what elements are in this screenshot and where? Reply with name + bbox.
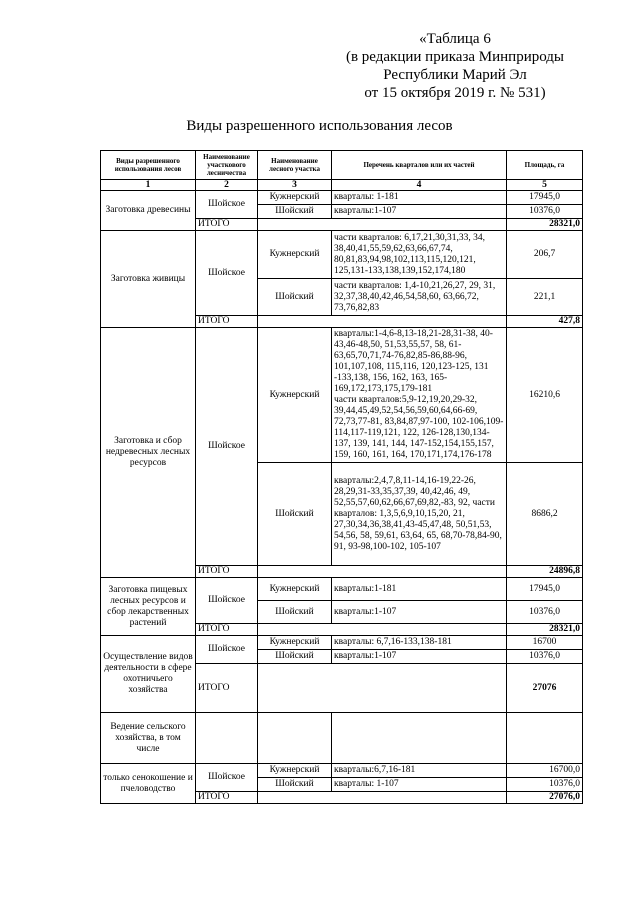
- table-row: [101, 636, 583, 650]
- quarters-cell: кварталы:1-107: [332, 205, 507, 219]
- header-use-type: Виды разрешенного использования лесов: [101, 151, 196, 180]
- col-number: 3: [258, 180, 332, 191]
- caption-line-1: «Таблица 6: [419, 31, 491, 47]
- forest-use-table: [100, 150, 583, 804]
- col-number: 2: [196, 180, 258, 191]
- table-row: [101, 764, 583, 778]
- empty-cell: [258, 219, 507, 231]
- column-number-row: [101, 180, 583, 191]
- caption-line-2: (в редакции приказа Минприроды: [345, 49, 565, 65]
- site-cell: Шойский: [258, 463, 332, 566]
- quarters-cell: кварталы: 1-107: [332, 778, 507, 792]
- site-cell: Кужнерский: [258, 328, 332, 463]
- forestry-cell: Шойское: [196, 328, 258, 566]
- use-type-cell: только сенокошение и пчеловодство: [101, 764, 196, 804]
- quarters-cell: кварталы:1-107: [332, 601, 507, 624]
- caption-line-3: Республики Марий Эл: [383, 67, 527, 83]
- area-cell: 10376,0: [507, 601, 583, 624]
- quarters-cell: кварталы:1-107: [332, 650, 507, 664]
- forestry-cell: Шойское: [196, 191, 258, 219]
- use-type-cell: Осуществление видов деятельности в сфере охотничьего хозяйства: [101, 636, 196, 713]
- site-cell: Кужнерский: [258, 764, 332, 778]
- header-area: Площадь, га: [507, 151, 583, 180]
- area-cell: 16700: [507, 636, 583, 650]
- empty-cell: [332, 713, 507, 764]
- use-type-cell: Ведение сельского хозяйства, в том числе: [101, 713, 196, 764]
- quarters-cell: кварталы:1-181: [332, 578, 507, 601]
- use-type-cell: Заготовка живицы: [101, 231, 196, 328]
- area-cell: 16210,6: [507, 328, 583, 463]
- col-number: 4: [332, 180, 507, 191]
- site-cell: Шойский: [258, 205, 332, 219]
- quarters-cell: части кварталов: 6,17,21,30,31,33, 34, 38,40,41,55,59,62,63,66,67,74, 80,81,83,94,98,102,113,115,120,121, 125,131-133,138,139,152,174,180: [332, 231, 507, 279]
- site-cell: Шойский: [258, 279, 332, 316]
- empty-cell: [258, 624, 507, 636]
- site-cell: Кужнерский: [258, 231, 332, 279]
- total-area: 427,8: [507, 316, 583, 328]
- total-label: ИТОГО: [196, 219, 258, 231]
- quarters-cell: кварталы:2,4,7,8,11-14,16-19,22-26, 28,29,31-33,35,37,39, 40,42,46, 49, 52,55,57,60,62,66,67,69,82,-83, 92, части кварталов: 1,3,5,6,9,10,15,20, 21, 27,30,34,36,38,41,43-45,47,48, 50,51,53, 54,56, 58, 59,61, 63,64, 65, 68,70-78,84-90, 91, 93-98,100-102, 105-107: [332, 463, 507, 566]
- total-label: ИТОГО: [196, 566, 258, 578]
- area-cell: 221,1: [507, 279, 583, 316]
- empty-cell: [258, 664, 507, 713]
- total-area: 27076,0: [507, 792, 583, 804]
- total-area: 24896,8: [507, 566, 583, 578]
- empty-cell: [507, 713, 583, 764]
- empty-cell: [258, 316, 507, 328]
- table-row: [101, 328, 583, 463]
- quarters-cell: кварталы: 6,7,16-133,138-181: [332, 636, 507, 650]
- quarters-list: части кварталов:5,9-12,19,20,29-32, 39,44,45,49,52,54,56,59,60,64,66-69, 72,73,77-81, 83,84,87,97-100, 102-106,109-114,117-119,121, 122, 126-128,130,134-137, 139, 141, 144, 147-152,154,155,157, 159, 160, 161, 164, 170,171,174,176-178: [334, 395, 504, 460]
- table-row: [101, 191, 583, 205]
- use-type-cell: Заготовка древесины: [101, 191, 196, 231]
- forestry-cell: Шойское: [196, 636, 258, 664]
- use-type-cell: Заготовка и сбор недревесных лесных ресурсов: [101, 328, 196, 578]
- area-cell: 16700,0: [507, 764, 583, 778]
- area-cell: 8686,2: [507, 463, 583, 566]
- quarters-cell: кварталы:6,7,16-181: [332, 764, 507, 778]
- area-cell: 206,7: [507, 231, 583, 279]
- header-forestry: Наименование участкового лесничества: [196, 151, 258, 180]
- site-cell: Кужнерский: [258, 578, 332, 601]
- col-number: 1: [101, 180, 196, 191]
- forestry-cell: Шойское: [196, 231, 258, 316]
- forestry-cell: Шойское: [196, 578, 258, 624]
- total-label: ИТОГО: [196, 316, 258, 328]
- quarters-cell: [332, 328, 507, 463]
- table-row: [101, 578, 583, 601]
- forestry-cell: Шойское: [196, 764, 258, 792]
- total-area: 27076: [507, 664, 583, 713]
- empty-cell: [196, 713, 258, 764]
- site-cell: Шойский: [258, 601, 332, 624]
- header-site: Наименование лесного участка: [258, 151, 332, 180]
- total-area: 28321,0: [507, 624, 583, 636]
- header-row: [101, 151, 583, 180]
- table-row: [101, 713, 583, 764]
- total-label: ИТОГО: [196, 624, 258, 636]
- site-cell: Кужнерский: [258, 636, 332, 650]
- use-type-cell: Заготовка пищевых лесных ресурсов и сбор лекарственных растений: [101, 578, 196, 636]
- area-cell: 17945,0: [507, 191, 583, 205]
- empty-cell: [258, 713, 332, 764]
- quarters-list: кварталы:1-4,6-8,13-18,21-28,31-38, 40-43,46-48,50, 51,53,55,57, 58, 61-63,65,70,71,74-76,82,85-86,88-96, 101,107,108, 115,116, 120,123-125, 131 -133,138, 156, 162, 163, 165-169,172,173,175,179-181: [334, 329, 493, 394]
- total-label: ИТОГО: [196, 664, 258, 713]
- caption-line-4: от 15 октября 2019 г. № 531): [364, 85, 546, 101]
- empty-cell: [258, 566, 507, 578]
- area-cell: 17945,0: [507, 578, 583, 601]
- header-quarters: Перечень кварталов или их частей: [332, 151, 507, 180]
- site-cell: Кужнерский: [258, 191, 332, 205]
- empty-cell: [258, 792, 507, 804]
- site-cell: Шойский: [258, 778, 332, 792]
- area-cell: 10376,0: [507, 778, 583, 792]
- table-row: [101, 231, 583, 279]
- total-label: ИТОГО: [196, 792, 258, 804]
- table-caption: [330, 30, 580, 102]
- area-cell: 10376,0: [507, 650, 583, 664]
- quarters-cell: кварталы: 1-181: [332, 191, 507, 205]
- area-cell: 10376,0: [507, 205, 583, 219]
- site-cell: Шойский: [258, 650, 332, 664]
- total-area: 28321,0: [507, 219, 583, 231]
- quarters-cell: части кварталов: 1,4-10,21,26,27, 29, 31, 32,37,38,40,42,46,54,58,60, 63,66,72, 73,76,82,83: [332, 279, 507, 316]
- col-number: 5: [507, 180, 583, 191]
- document-title: Виды разрешенного использования лесов: [186, 118, 453, 134]
